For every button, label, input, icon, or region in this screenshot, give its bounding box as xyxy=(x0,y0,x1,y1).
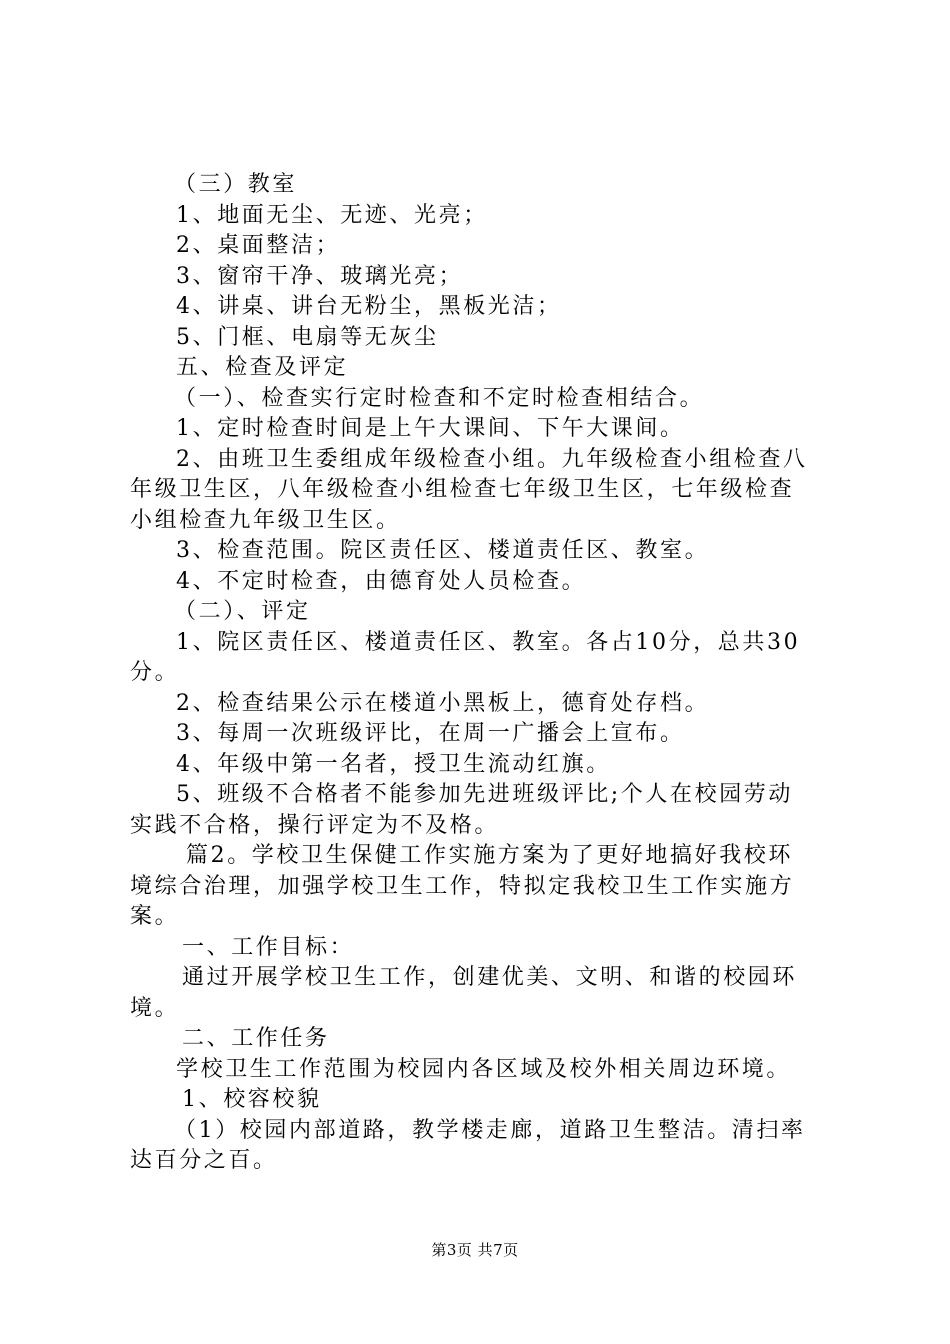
text-line: 1、定时检查时间是上午大课间、下午大课间。 xyxy=(176,416,685,441)
text-line: 4、讲桌、讲台无粉尘，黑板光洁； xyxy=(176,294,562,319)
text-line: 2、桌面整洁； xyxy=(176,233,341,258)
text-line: （三）教室 xyxy=(174,172,298,197)
text-line: 五、检查及评定 xyxy=(176,355,349,380)
page-footer: 第3页 共7页 xyxy=(431,1241,519,1259)
text-line: 3、每周一次班级评比，在周一广播会上宣布。 xyxy=(176,721,685,746)
text-line: 3、窗帘干净、玻璃光亮； xyxy=(176,263,464,289)
text-line: 境。 xyxy=(130,995,180,1021)
text-line: 境综合治理，加强学校卫生工作，特拟定我校卫生工作实施方 xyxy=(130,873,795,899)
text-line: （一）、检查实行定时检查和不定时检查相结合。 xyxy=(174,385,705,411)
text-line: 4、不定时检查，由德育处人员检查。 xyxy=(176,568,587,594)
text-line: 分。 xyxy=(130,660,180,685)
text-line: 达百分之百。 xyxy=(130,1148,278,1173)
text-line: 2、检查结果公示在楼道小黑板上，德育处存档。 xyxy=(176,690,710,716)
document-body xyxy=(130,170,835,1177)
text-line: （二）、评定 xyxy=(174,599,311,624)
text-line: 5、门框、电扇等无灰尘 xyxy=(176,324,439,350)
text-line: 案。 xyxy=(130,904,180,929)
text-line: 小组检查九年级卫生区。 xyxy=(130,507,401,533)
text-line: 一、工作目标： xyxy=(182,934,355,960)
text-line: 实践不合格，操行评定为不及格。 xyxy=(130,812,500,838)
text-line: 5、班级不合格者不能参加先进班级评比;个人在校园劳动 xyxy=(176,782,794,807)
text-line: 二、工作任务 xyxy=(182,1026,330,1051)
text-line: 1、地面无尘、无迹、光亮； xyxy=(176,202,488,228)
text-line: 1、校容校貌 xyxy=(182,1087,322,1112)
text-line: （1）校园内部道路，教学楼走廊，道路卫生整洁。清扫率 xyxy=(174,1117,806,1143)
text-line: 年级卫生区，八年级检查小组检查七年级卫生区，七年级检查 xyxy=(130,477,795,502)
text-line: 篇2。学校卫生保健工作实施方案为了更好地搞好我校环 xyxy=(186,843,793,868)
text-line: 1、院区责任区、楼道责任区、教室。各占10分，总共30 xyxy=(176,629,801,655)
text-line: 3、检查范围。院区责任区、楼道责任区、教室。 xyxy=(176,538,710,563)
text-line: 学校卫生工作范围为校园内各区域及校外相关周边环境。 xyxy=(176,1056,792,1082)
text-line: 通过开展学校卫生工作，创建优美、文明、和谐的校园环 xyxy=(182,965,798,990)
text-line: 2、由班卫生委组成年级检查小组。九年级检查小组检查八 xyxy=(176,446,808,472)
text-line: 4、年级中第一名者，授卫生流动红旗。 xyxy=(176,751,611,777)
